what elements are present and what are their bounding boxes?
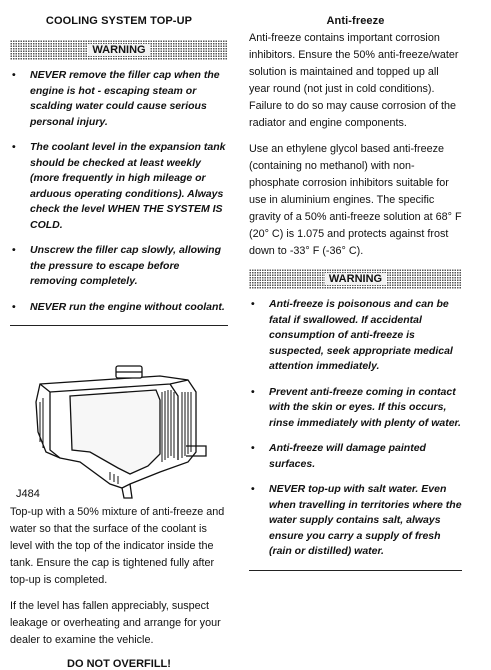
section-heading-antifreeze: Anti-freeze [326,15,385,27]
warning-list [10,68,228,315]
paragraph-inhibitors: Anti-freeze contains important corrosion inhibitors. Ensure the 50% anti-freeze/water solution is maintained and topped up all year round (not just in cold conditions). Failure to do so may cause corrosion of the radiator and engine components. [249,32,459,129]
paragraph-topup: Top-up with a 50% mixture of anti-freeze and water so that the surface of the coolant is level with the top of the indicator inside the tank. Ensure the cap is tightened fully after top-up is completed. [10,506,225,586]
left-column [10,0,228,670]
divider [10,325,228,326]
warning-item: • NEVER remove the filler cap when the engine is hot - escaping steam or scalding water could cause serious personal injury. [10,68,228,130]
paragraph-ethylene-glycol: Use an ethylene glycol based anti-freeze (containing no methanol) with non-phosphate corrosion inhibitors suitable for use in aluminium engines. The specific gravity of a 50% anti-freeze solution at 68° F (20° C) is 1.075 and protects against frost down to -33° F (-36° C). [249,143,462,257]
warning-banner [249,269,462,289]
warning-label: WARNING [88,44,149,56]
figure-label: J484 [16,488,40,500]
right-column [249,0,462,571]
warning-banner [10,40,228,60]
warning-item: • Prevent anti-freeze coming in contact with the skin or eyes. If this occurs, rinse immediately with plenty of water. [249,385,462,432]
divider [249,570,462,571]
warning-item: • Anti-freeze will damage painted surfaces. [249,441,462,472]
warning-label: WARNING [325,273,386,285]
warning-item: • Unscrew the filler cap slowly, allowing the pressure to escape before removing completely. [10,243,228,290]
expansion-tank-figure [10,362,228,502]
expansion-tank-illustration [10,362,228,502]
warning-item: • NEVER run the engine without coolant. [10,300,228,316]
warning-item: • NEVER top-up with salt water. Even when travelling in territories where the water supply contains salt, always ensure you carry a supply of fresh (rain or distilled) water. [249,482,462,560]
warning-item: • The coolant level in the expansion tank should be checked at least weekly (more frequently in high mileage or arduous operating conditions). Always check the level WHEN THE SYSTEM IS COLD. [10,140,228,233]
warning-item: • Anti-freeze is poisonous and can be fatal if swallowed. If accidental consumption of anti-freeze is suspected, seek appropriate medical attention immediately. [249,297,462,375]
warning-list [249,297,462,560]
section-heading-cooling: COOLING SYSTEM TOP-UP [45,15,193,27]
paragraph-leakage: If the level has fallen appreciably, suspect leakage or overheating and arrange for your dealer to examine the vehicle. [10,600,221,646]
overfill-notice: DO NOT OVERFILL! [67,658,171,670]
